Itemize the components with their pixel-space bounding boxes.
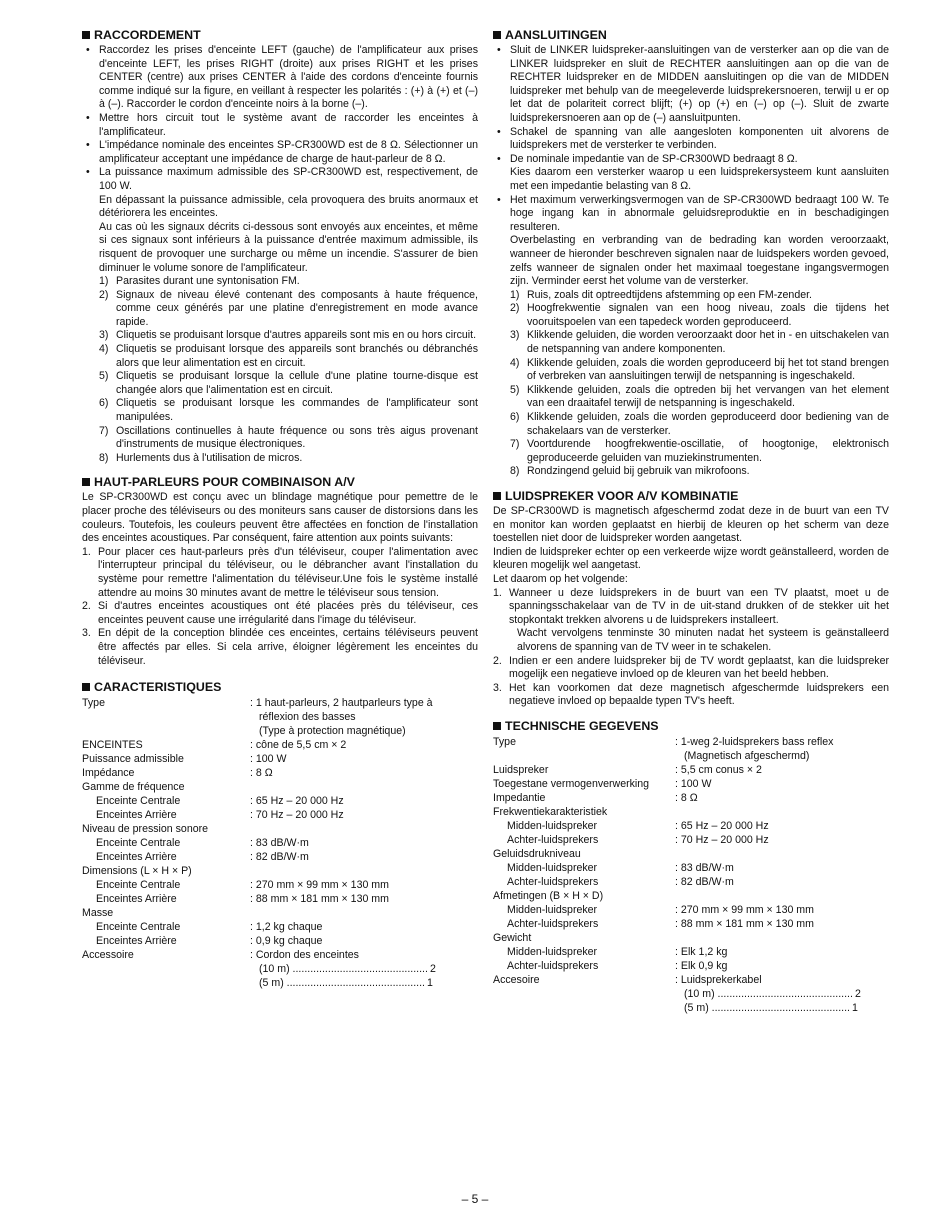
spec-value-line: : 1-weg 2-luidsprekers bass reflex bbox=[675, 735, 834, 748]
item-number: 4) bbox=[99, 343, 109, 356]
spec-row bbox=[82, 822, 478, 836]
spec-row bbox=[493, 861, 889, 875]
sub-list-item bbox=[99, 289, 478, 330]
sub-list-item bbox=[510, 329, 889, 356]
spec-label: Puissance admissible bbox=[82, 753, 184, 766]
spec-value bbox=[250, 864, 478, 878]
sub-list-item bbox=[510, 302, 889, 329]
spec-row bbox=[493, 819, 889, 833]
spec-label: Midden-luidspreker bbox=[507, 819, 598, 832]
item-head: • Het maximum verwerkingsvermogen van de SP-CR300WD bedraagt 100 W. Te hoge ingang kan in abnormale geluidsreproduktie en in beschadigingen resulteren. bbox=[510, 193, 889, 233]
sub-list-item bbox=[82, 627, 478, 668]
sub-list-item bbox=[99, 370, 478, 397]
spec-value bbox=[675, 847, 889, 861]
spec-row bbox=[82, 780, 478, 794]
item-number: 7) bbox=[99, 424, 109, 437]
sub-list-item bbox=[99, 329, 478, 343]
accessory-line bbox=[684, 987, 861, 1001]
spec-row bbox=[82, 948, 478, 962]
intro-paragraph: Indien de luidspreker echter op een verkeerde wijze wordt geänstalleerd, worden de kleuren mogelijk wel aangetast. bbox=[493, 545, 889, 572]
spec-value: : 83 dB/W·m bbox=[675, 861, 734, 874]
raccordement-section bbox=[82, 28, 478, 465]
item-paragraph: Kies daarom een versterker waarop u een luidsprekersysteem kunt aansluiten met een impedantie belasting van 8 Ω. bbox=[510, 166, 889, 192]
spec-label: Gewicht bbox=[493, 931, 532, 944]
spec-label: Enceintes Arrière bbox=[96, 893, 177, 906]
section-heading bbox=[493, 719, 889, 733]
spec-value bbox=[250, 780, 478, 794]
spec-value: : 270 mm × 99 mm × 130 mm bbox=[675, 903, 814, 916]
spec-row bbox=[82, 864, 478, 878]
item-text: Signaux de niveau élevé contenant des composants à haute fréquence, comme ceux générés par une platine d'enregistrement en mode avance rapide. bbox=[116, 288, 478, 328]
spec-label: Enceinte Centrale bbox=[96, 795, 181, 808]
list-item: • L'impédance nominale des enceintes SP-CR300WD est de 8 Ω. Sélectionner un amplificateur acceptant une impédance de charge de haut-parleur de 8 Ω. bbox=[82, 139, 478, 166]
spec-row bbox=[493, 917, 889, 931]
right-column bbox=[493, 28, 889, 1025]
item-text: Hoogfrekwentie signalen van een hoog niveau, zoals die tijdens het vooruitspoelen van een tapedeck worden geproduceerd. bbox=[527, 302, 889, 328]
item-number: 7) bbox=[510, 438, 520, 451]
spec-value: : cône de 5,5 cm × 2 bbox=[250, 739, 347, 752]
item-text: En dépit de la conception blindée ces enceintes, certains téléviseurs peuvent être affectés par elles. Si cela arrive, éloigner légèrement les enceintes du téléviseur. bbox=[98, 627, 478, 667]
accessory-text: (5 m) ............................................... bbox=[259, 977, 425, 990]
item-head: • La puissance maximum admissible des SP-CR300WD est, respectivement, de 100 W. bbox=[99, 166, 478, 192]
list-item: • Mettre hors circuit tout le système avant de raccorder les enceintes à l'amplificateur. bbox=[82, 112, 478, 139]
spec-table bbox=[82, 696, 478, 990]
spec-value: : 70 Hz – 20 000 Hz bbox=[675, 833, 769, 846]
spec-value bbox=[250, 906, 478, 920]
item-number: 2) bbox=[99, 288, 109, 301]
numbered-list bbox=[493, 655, 889, 709]
spec-rows bbox=[493, 763, 889, 987]
spec-value: : 270 mm × 99 mm × 130 mm bbox=[250, 879, 389, 892]
item-head: • De nominale impedantie van de SP-CR300WD bedraagt 8 Ω. bbox=[510, 152, 798, 165]
spec-label: Enceintes Arrière bbox=[96, 809, 177, 822]
sub-list-item bbox=[99, 425, 478, 452]
spec-value: : 83 dB/W·m bbox=[250, 837, 309, 850]
intro-paragraph: De SP-CR300WD is magnetisch afgeschermd zodat deze in de buurt van een TV en monitor kan worden geplaatst en hierbij de kleuren op het scherm van deze toestellen niet door de luidspreker worden aangetast. bbox=[493, 505, 889, 545]
sub-list-item bbox=[99, 397, 478, 424]
spec-row bbox=[82, 752, 478, 766]
list-item: • Raccordez les prises d'enceinte LEFT (gauche) de l'amplificateur aux prises d'enceinte LEFT, les prises RIGHT (droite) aux prises RIGHT et les prises CENTER (centre) aux prises CENTER à l'aide des cordons d'enceinte fournis comme indiqué sur la figure, en veillant à respecter les polarités : (+) à (+) et (–) à (–). Raccorder le cordon d'enceinte noirs à la borne (–). bbox=[82, 44, 478, 112]
spec-value-line: (Type à protection magnétique) bbox=[259, 725, 406, 738]
item-text: Wacht vervolgens tenminste 30 minuten nadat het systeem is geänstalleerd alvorens de spanning van de TV weer in te schakelen. bbox=[517, 627, 889, 653]
spec-label: Midden-luidspreker bbox=[507, 903, 598, 916]
item-paragraph: Au cas où les signaux décrits ci-dessous sont envoyés aux enceintes, et même si ces signaux sont inférieurs à la puissance d'entrée maximum admissible, ils risquent de provoquer une surcharge ou même un incendie. S'assurer de bien diminuer le volume sonore de l'amplificateur. bbox=[99, 220, 478, 274]
accessory-quantity: 2 bbox=[429, 963, 436, 976]
spec-value bbox=[250, 696, 478, 738]
spec-row bbox=[82, 766, 478, 780]
square-bullet-icon bbox=[82, 31, 90, 39]
item-text: Cliquetis se produisant lorsque les commandes de l'amplificateur sont manipulées. bbox=[116, 397, 478, 424]
spec-value-line: réflexion des basses bbox=[259, 711, 356, 724]
spec-row bbox=[82, 836, 478, 850]
square-bullet-icon bbox=[493, 722, 501, 730]
spec-label: Niveau de pression sonore bbox=[82, 823, 209, 836]
item-number: 3) bbox=[99, 329, 109, 342]
sub-list-item bbox=[510, 411, 889, 438]
av-section bbox=[493, 489, 889, 709]
sub-list-item bbox=[510, 438, 889, 465]
item-number: 2) bbox=[510, 302, 520, 315]
sub-list bbox=[99, 275, 478, 465]
item-text: Si d'autres enceintes acoustiques ont été placées près du téléviseur, ces enceintes peuvent cause une irrégularité dans l'image du téléviseur. bbox=[98, 600, 478, 626]
item-text: Indien er een andere luidspreker bij de TV wordt geplaatst, kan die luidspreker mogelijk een negatieve invloed op de kleuren van het beeld hebben. bbox=[509, 654, 889, 681]
spec-label: Achter-luidsprekers bbox=[507, 959, 599, 972]
spec-value: : 82 dB/W·m bbox=[250, 851, 309, 864]
spec-label: Gamme de fréquence bbox=[82, 781, 185, 794]
spec-value: : 100 W bbox=[675, 777, 712, 790]
item-text: Klikkende geluiden, die worden veroorzaakt door het in - en uitschakelen van de netspanning van andere komponenten. bbox=[527, 329, 889, 356]
item-text: Klikkende geluiden, zoals die worden geproduceerd door bediening van de schakelaars van de versterker. bbox=[527, 411, 889, 437]
sub-list-item bbox=[99, 275, 478, 289]
sub-list-item bbox=[493, 655, 889, 682]
section-heading bbox=[82, 680, 478, 694]
section-heading bbox=[82, 475, 478, 489]
sub-list-item bbox=[510, 289, 889, 303]
intro-paragraph: Let daarom op het volgende: bbox=[493, 572, 628, 585]
bullet-list bbox=[493, 44, 889, 479]
sub-list-item bbox=[510, 357, 889, 384]
spec-label: Type bbox=[82, 697, 105, 710]
spec-label: Achter-luidsprekers bbox=[507, 833, 599, 846]
spec-label: Achter-luidsprekers bbox=[507, 917, 599, 930]
spec-value: : Cordon des enceintes bbox=[250, 949, 359, 962]
spec-row bbox=[493, 959, 889, 973]
spec-value-line: : 1 haut-parleurs, 2 hautparleurs type à bbox=[250, 697, 433, 710]
item-paragraph: En dépassant la puissance admissible, cela provoquera des bruits anormaux et détériorera les enceintes. bbox=[99, 193, 478, 220]
spec-row bbox=[82, 920, 478, 934]
spec-row bbox=[82, 878, 478, 892]
list-item bbox=[493, 153, 889, 194]
item-text: Hurlements dus à l'utilisation de micros. bbox=[116, 451, 303, 464]
spec-label: Dimensions (L × H × P) bbox=[82, 865, 192, 878]
sub-list-item bbox=[510, 384, 889, 411]
spec-row bbox=[493, 763, 889, 777]
spec-row bbox=[82, 794, 478, 808]
accessory-lines bbox=[493, 987, 861, 1015]
spec-label: Impedantie bbox=[493, 791, 546, 804]
av-section bbox=[82, 475, 478, 668]
spec-value bbox=[675, 735, 889, 763]
spec-row bbox=[82, 850, 478, 864]
item-number: 5) bbox=[99, 370, 109, 383]
accessory-text: (10 m) .............................................. bbox=[259, 963, 428, 976]
spec-label: Impédance bbox=[82, 767, 135, 780]
specs-section bbox=[82, 680, 478, 990]
spec-row bbox=[493, 791, 889, 805]
accessory-quantity: 1 bbox=[427, 977, 433, 990]
heading-text: AANSLUITINGEN bbox=[505, 28, 607, 42]
specs-section bbox=[493, 719, 889, 1015]
spec-label: Geluidsdrukniveau bbox=[493, 847, 581, 860]
accessory-text: (5 m) ............................................... bbox=[684, 1001, 850, 1014]
item-text: Het kan voorkomen dat deze magnetisch afgeschermde luidsprekers een negatieve invloed op bepaalde typen TV's heeft. bbox=[509, 681, 889, 708]
spec-value: : Luidsprekerkabel bbox=[675, 973, 762, 986]
spec-row bbox=[82, 934, 478, 948]
item-text: Pour placer ces haut-parleurs près d'un téléviseur, couper l'alimentation avec l'interrupteur principal du téléviseur, ou le débrancher avant l'installation du système pour remettre l'alimentation du téléviseur.Une fois le système installé attendre au moins 30 minutes avant de mettre le téléviseur sous tension. bbox=[98, 545, 478, 599]
numbered-list bbox=[82, 546, 478, 668]
accessory-text: (10 m) .............................................. bbox=[684, 987, 853, 1000]
spec-value: : 0,9 kg chaque bbox=[250, 935, 323, 948]
sub-list-item bbox=[82, 546, 478, 600]
spec-row bbox=[82, 906, 478, 920]
heading-text: HAUT-PARLEURS POUR COMBINAISON A/V bbox=[94, 475, 355, 490]
spec-row bbox=[82, 696, 478, 738]
list-item: • Sluit de LINKER luidspreker-aansluitingen van de versterker aan op die van de LINKER luidspreker en sluit de RECHTER aansluitingen aan op die van de RECHTER luidspreker en de MIDDEN aansluitingen op die van de MIDDEN luidspreker met behulp van de meegeleverde luidsprekersnoeren, terwijl u er op let dat de polariteit correct blijft; (+) op (+) en (–) op (–). Sluit de zwarte luidsprekersnoeren aan op de (–) aansluitpunten. bbox=[493, 44, 889, 126]
spec-value: : 5,5 cm conus × 2 bbox=[675, 763, 762, 776]
spec-row bbox=[493, 847, 889, 861]
spec-label: Enceintes Arrière bbox=[96, 935, 177, 948]
spec-label: Toegestane vermogenverwerking bbox=[493, 777, 650, 790]
item-text: Rondzingend geluid bij gebruik van mikrofoons. bbox=[527, 465, 750, 478]
spec-row bbox=[493, 875, 889, 889]
item-number: 3. bbox=[82, 627, 91, 640]
left-column bbox=[82, 28, 478, 1000]
spec-value bbox=[675, 931, 889, 945]
list-item bbox=[82, 166, 478, 465]
square-bullet-icon bbox=[82, 478, 90, 486]
sub-list-item bbox=[510, 465, 889, 479]
accessory-line bbox=[259, 962, 436, 976]
numbered-list bbox=[493, 587, 889, 655]
spec-value: : 100 W bbox=[250, 753, 287, 766]
bullet-list bbox=[82, 44, 478, 465]
item-number: 3) bbox=[510, 329, 520, 342]
item-number: 1) bbox=[510, 288, 520, 301]
sub-list-item bbox=[99, 452, 478, 466]
item-text: Klikkende geluiden, zoals die worden geproduceerd bij het tot stand brengen of verbreken van aansluitingen terwijl de netspanning is ingeschakeld. bbox=[527, 356, 889, 383]
spec-row bbox=[82, 738, 478, 752]
spec-value: : 1,2 kg chaque bbox=[250, 921, 323, 934]
item-number: 5) bbox=[510, 383, 520, 396]
spec-label: Luidspreker bbox=[493, 763, 549, 776]
section-heading bbox=[82, 28, 478, 42]
spec-label: Enceintes Arrière bbox=[96, 851, 177, 864]
item-number: 2. bbox=[82, 600, 91, 613]
accessory-line bbox=[684, 1001, 858, 1015]
heading-text: RACCORDEMENT bbox=[94, 28, 201, 42]
item-text: Cliquetis se produisant lorsque des appareils sont branchés ou débranchés alors que leur alimentation est en circuit. bbox=[116, 343, 478, 369]
sub-list-item bbox=[99, 343, 478, 370]
list-item bbox=[493, 194, 889, 479]
spec-label: Achter-luidsprekers bbox=[507, 875, 599, 888]
spec-value bbox=[675, 889, 889, 903]
sub-list-item bbox=[82, 600, 478, 627]
item-number: 1. bbox=[493, 586, 502, 599]
aansluitingen-section bbox=[493, 28, 889, 479]
item-text: Wanneer u deze luidsprekers in de buurt van een TV plaatst, moet u de spanningsschakelaar van de TV in de uit-stand drukken of de stekker uit het stopkontakt trekken alvorens u de luidsprekers installeert. bbox=[509, 586, 889, 626]
page-number: – 5 – bbox=[461, 1192, 489, 1206]
square-bullet-icon bbox=[82, 683, 90, 691]
spec-label: Midden-luidspreker bbox=[507, 945, 598, 958]
intro-paragraph: Le SP-CR300WD est conçu avec un blindage magnétique pour pemettre de le placer proche des téléviseurs ou des moniteurs sans causer de distorsions dans les couleurs. Toutefois, les couleurs peuvent être affectées en fonction de l'installation des enceintes acoustiques. Par conséquent, faire attention aux points suivants: bbox=[82, 491, 478, 545]
list-item bbox=[493, 587, 889, 655]
spec-row bbox=[493, 735, 889, 763]
spec-label: Enceinte Centrale bbox=[96, 879, 181, 892]
spec-value: : 82 dB/W·m bbox=[675, 875, 734, 888]
item-number: 2. bbox=[493, 654, 502, 667]
item-number: 4) bbox=[510, 356, 520, 369]
item-text: Cliquetis se produisant lorsque d'autres appareils sont mis en ou hors circuit. bbox=[116, 329, 477, 342]
list-item: • Schakel de spanning van alle aangesloten komponenten uit alvorens de luidsprekers met de versterker te verbinden. bbox=[493, 126, 889, 153]
item-number: 8) bbox=[510, 465, 520, 478]
spec-value: : 65 Hz – 20 000 Hz bbox=[675, 819, 769, 832]
spec-row bbox=[493, 777, 889, 791]
spec-value-line: (Magnetisch afgeschermd) bbox=[684, 749, 810, 762]
sub-list-item bbox=[493, 682, 889, 709]
spec-label: ENCEINTES bbox=[82, 739, 143, 752]
spec-row bbox=[493, 889, 889, 903]
spec-label: Enceinte Centrale bbox=[96, 921, 181, 934]
heading-text: TECHNISCHE GEGEVENS bbox=[505, 718, 659, 733]
spec-value: : Elk 1,2 kg bbox=[675, 945, 728, 958]
spec-row bbox=[493, 945, 889, 959]
item-text: Klikkende geluiden, zoals die optreden bij het vervangen van het element van een draaitafel terwijl de netspanning is ingeschakeld. bbox=[527, 383, 889, 410]
item-number: 8) bbox=[99, 451, 109, 464]
spec-label: Midden-luidspreker bbox=[507, 861, 598, 874]
accessory-quantity: 1 bbox=[852, 1001, 858, 1014]
item-number: 1. bbox=[82, 545, 91, 558]
spec-value: : 88 mm × 181 mm × 130 mm bbox=[675, 917, 814, 930]
spec-rows bbox=[82, 738, 478, 962]
spec-row bbox=[82, 808, 478, 822]
spec-row bbox=[493, 833, 889, 847]
spec-value: : 70 Hz – 20 000 Hz bbox=[250, 809, 344, 822]
spec-row bbox=[493, 973, 889, 987]
spec-table bbox=[493, 735, 889, 1015]
spec-label: Afmetingen (B × H × D) bbox=[493, 889, 604, 902]
spec-label: Accessoire bbox=[82, 949, 134, 962]
sub-list bbox=[510, 289, 889, 479]
spec-label: Accesoire bbox=[493, 973, 540, 986]
spec-value: : 65 Hz – 20 000 Hz bbox=[250, 795, 344, 808]
item-number: 3. bbox=[493, 681, 502, 694]
accessory-quantity: 2 bbox=[854, 987, 861, 1000]
spec-row bbox=[493, 931, 889, 945]
section-heading bbox=[493, 489, 889, 503]
item-text: Parasites durant une syntonisation FM. bbox=[116, 275, 300, 288]
spec-value: : 8 Ω bbox=[250, 767, 273, 780]
spec-label: Type bbox=[493, 735, 516, 748]
heading-text: CARACTERISTIQUES bbox=[94, 680, 222, 695]
item-number: 6) bbox=[510, 411, 520, 424]
item-text: Oscillations continuelles à haute fréquence ou sons très aigus provenant d'instruments de musique électroniques. bbox=[116, 424, 478, 451]
spec-value: : 88 mm × 181 mm × 130 mm bbox=[250, 893, 389, 906]
item-text: Ruis, zoals dit optreedtijdens afstemming op een FM-zender. bbox=[527, 288, 812, 301]
spec-label: Enceinte Centrale bbox=[96, 837, 181, 850]
spec-label: Masse bbox=[82, 907, 114, 920]
item-number: 6) bbox=[99, 397, 109, 410]
square-bullet-icon bbox=[493, 492, 501, 500]
spec-row bbox=[493, 903, 889, 917]
accessory-line bbox=[259, 976, 433, 990]
item-number: 1) bbox=[99, 275, 109, 288]
item-text: Cliquetis se produisant lorsque la cellule d'une platine tourne-disque est changée alors que l'alimentation est en circuit. bbox=[116, 370, 478, 396]
spec-label: Frekwentiekarakteristiek bbox=[493, 805, 608, 818]
spec-value bbox=[675, 805, 889, 819]
spec-row bbox=[493, 805, 889, 819]
item-text: Voortdurende hoogfrekwentie-oscillatie, of hoogtonige, elektronisch geproduceerde geluiden van muziekinstrumenten. bbox=[527, 438, 889, 464]
item-paragraph: Overbelasting en verbranding van de bedrading kan worden veroorzaakt, wanneer de hieronder beschreven signalen naar de luidspekers worden gevoed, zelfs wanneer de signalen onder het maximaal toegestane ingangsvermogen zijn. Verminder eerst het volume van de versterker. bbox=[510, 234, 889, 288]
section-heading bbox=[493, 28, 889, 42]
spec-value: : Elk 0,9 kg bbox=[675, 959, 728, 972]
spec-value: : 8 Ω bbox=[675, 791, 698, 804]
heading-text: LUIDSPREKER VOOR A/V KOMBINATIE bbox=[505, 489, 739, 503]
accessory-lines bbox=[82, 962, 436, 990]
square-bullet-icon bbox=[493, 31, 501, 39]
spec-row bbox=[82, 892, 478, 906]
spec-value bbox=[250, 822, 478, 836]
